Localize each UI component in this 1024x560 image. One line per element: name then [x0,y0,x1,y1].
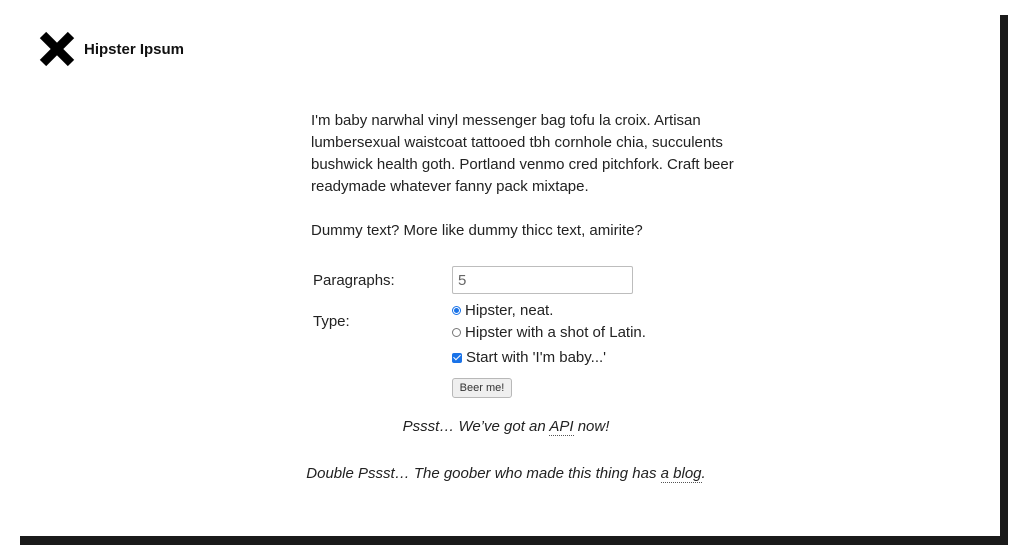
blog-notice-suffix: . [701,465,706,482]
start-with-label: Start with 'I'm baby...' [466,349,607,366]
checkbox-checked-icon[interactable] [452,353,462,363]
radio-selected-icon[interactable] [452,306,461,315]
api-notice [12,418,1000,435]
blog-notice [12,465,1000,482]
blog-link[interactable]: a blog [660,465,702,482]
x-mark-icon [38,30,76,68]
api-notice-prefix: Pssst… We’ve got an [402,418,550,435]
api-link[interactable]: API [549,418,574,435]
type-label: Type: [313,313,350,330]
intro-paragraph: I'm baby narwhal vinyl messenger bag tofu la croix. Artisan lumbersexual waistcoat tattooed tbh cornhole chia, succulents bushwick health goth. Portland venmo cred pitchfork. Craft beer readymade whatever fanny pack mixtape. [311,112,734,195]
paragraphs-label: Paragraphs: [313,272,395,289]
intro-section [311,110,751,242]
beer-me-button[interactable]: Beer me! [452,378,512,398]
option-hipster-neat[interactable] [452,302,553,319]
page-frame [12,6,1000,536]
option-label: Hipster, neat. [465,302,554,319]
blog-notice-prefix: Double Pssst… The goober who made this thing has [306,465,661,482]
start-with-checkbox-row[interactable] [452,349,606,366]
option-label: Hipster with a shot of Latin. [465,324,646,341]
site-logo[interactable] [38,30,184,68]
tagline: Dummy text? More like dummy thicc text, amirite? [311,222,643,239]
site-title: Hipster Ipsum [84,40,185,58]
radio-unselected-icon[interactable] [452,328,461,337]
api-notice-suffix: now! [573,418,610,435]
paragraphs-input[interactable] [452,266,633,294]
option-hipster-latin[interactable] [452,324,646,341]
